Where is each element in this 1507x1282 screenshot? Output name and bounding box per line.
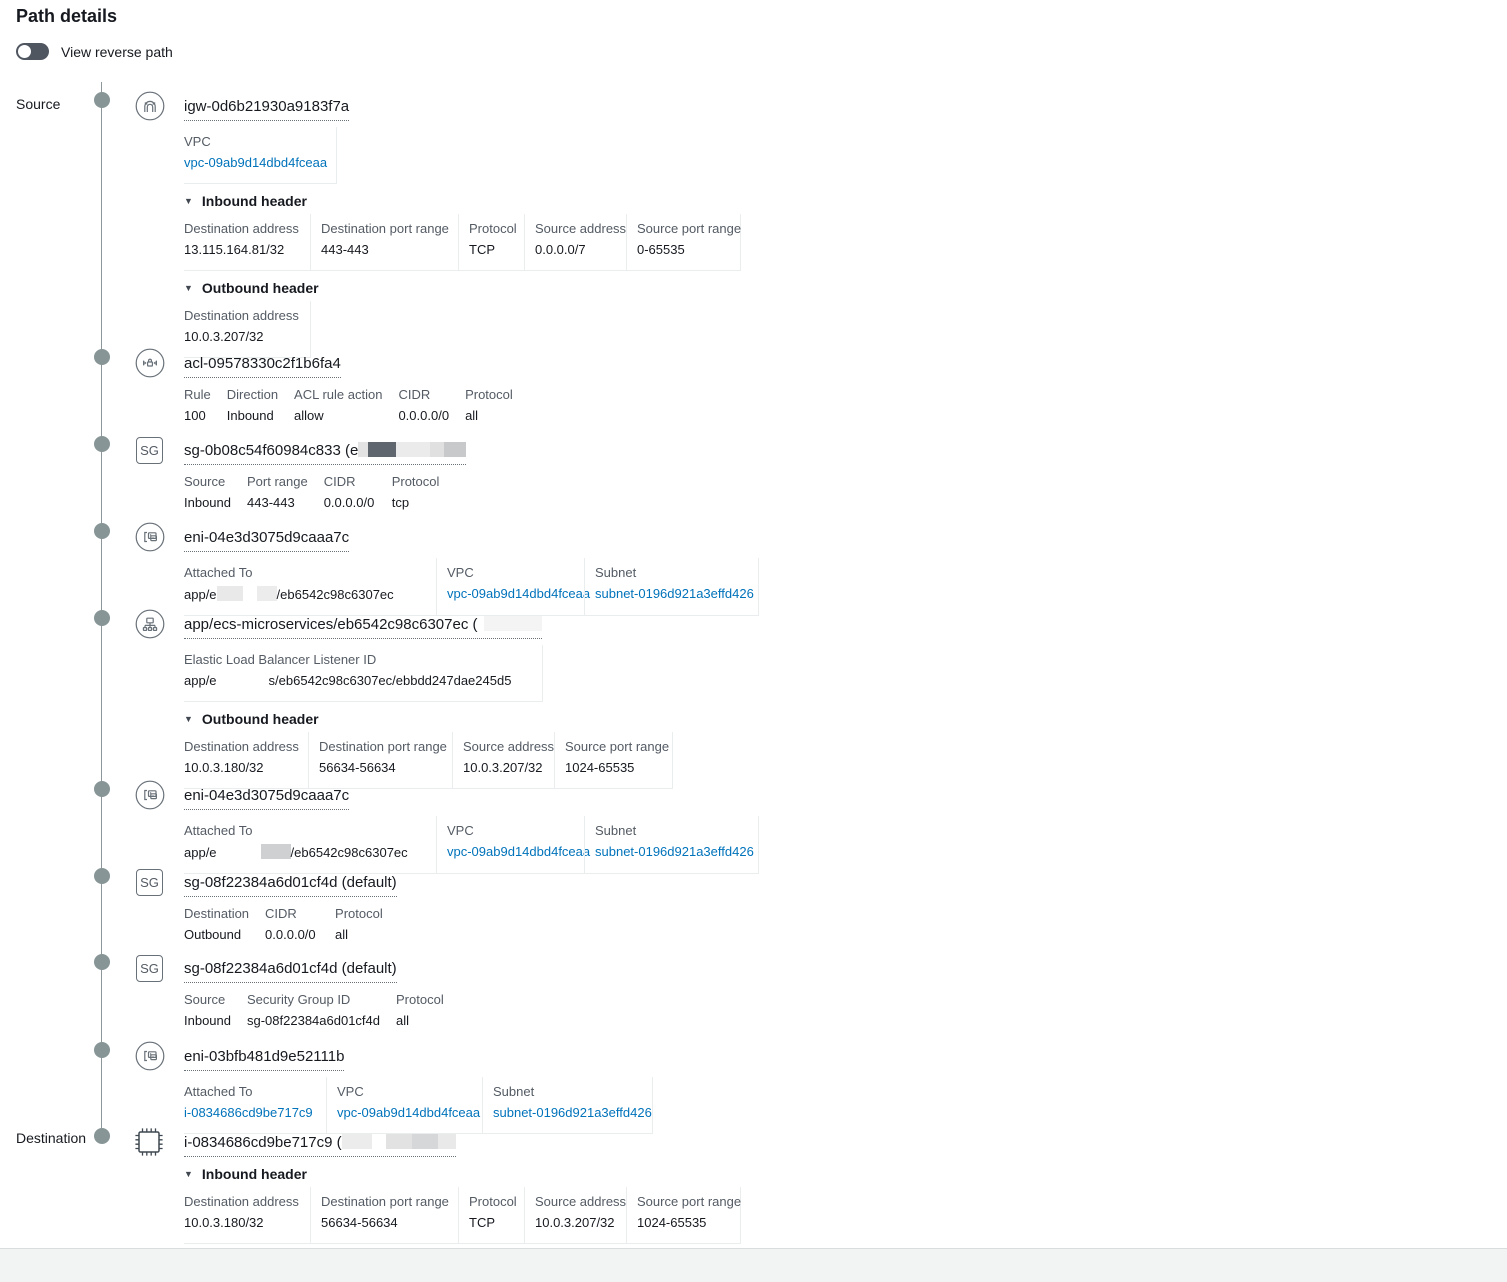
field-value: 0.0.0.0/0	[323, 495, 375, 510]
security-group-icon: SG	[136, 869, 163, 896]
resource-link[interactable]: vpc-09ab9d14dbd4fceaa	[184, 155, 328, 170]
reverse-path-toggle-row	[16, 43, 173, 60]
footer-band	[0, 1248, 1507, 1282]
field-label: Protocol	[469, 1194, 517, 1209]
resource-id[interactable]	[184, 958, 397, 983]
field-value: 100	[184, 408, 206, 423]
details-cell	[310, 1187, 458, 1243]
resource-link[interactable]: vpc-09ab9d14dbd4fceaa	[447, 586, 591, 601]
rule-table	[184, 474, 1507, 511]
value-text: 10.0.3.207/32	[463, 760, 543, 775]
field-value	[637, 242, 732, 258]
field-value	[447, 844, 591, 860]
section-heading-label: Inbound header	[201, 1166, 307, 1182]
timeline-dot	[94, 92, 110, 108]
field-label: Destination port range	[321, 1194, 449, 1209]
field-label: CIDR	[323, 474, 356, 489]
packet-header-section-toggle[interactable]	[184, 194, 307, 208]
resource-id[interactable]	[184, 1132, 456, 1157]
resource-link[interactable]: subnet-0196d921a3effd426	[493, 1105, 652, 1120]
value-text: acl-09578330c2f1b6fa4	[184, 355, 341, 372]
field-label: VPC	[337, 1084, 364, 1099]
rule-column	[294, 387, 398, 424]
field-label: Destination port range	[321, 221, 449, 236]
field-value	[184, 329, 302, 345]
details-cell	[626, 1187, 740, 1243]
field-label: Protocol	[391, 474, 440, 489]
details-cell	[310, 214, 458, 270]
value-text: eni-03bfb481d9e52111b	[184, 1048, 345, 1065]
value-text: /eb6542c98c6307ec	[276, 587, 394, 602]
field-label: Destination address	[184, 308, 299, 323]
redaction-gap	[243, 598, 257, 599]
destination-label: Destination	[16, 1130, 87, 1146]
value-text: 1024-65535	[637, 1215, 707, 1230]
field-label: Source address	[463, 739, 555, 754]
details-cell	[184, 1187, 310, 1243]
resource-id[interactable]	[184, 872, 397, 897]
details-table	[184, 214, 741, 271]
collapse-triangle-icon: ▼	[184, 196, 193, 206]
path-hop	[0, 1038, 1507, 1134]
timeline-dot	[94, 610, 110, 626]
packet-header-section-toggle[interactable]	[184, 281, 319, 295]
value-text: 10.0.3.207/32	[184, 329, 264, 344]
field-label: Attached To	[184, 1084, 253, 1099]
ec2-instance-icon	[132, 1125, 166, 1159]
rule-column	[392, 474, 462, 511]
internet-gateway-icon	[135, 91, 165, 121]
redacted-text	[444, 442, 466, 457]
field-value: 443-443	[247, 495, 295, 510]
timeline-dot	[94, 954, 110, 970]
timeline-dot	[94, 1128, 110, 1144]
field-label: Destination port range	[319, 739, 447, 754]
value-text: app/e	[184, 587, 217, 602]
field-label: CIDR	[398, 387, 431, 402]
value-text: 10.0.3.180/32	[184, 760, 264, 775]
path-hop	[0, 777, 1507, 874]
value-text: app/ecs-microservices/eb6542c98c6307ec (	[184, 616, 478, 633]
source-label: Source	[16, 96, 61, 112]
rule-column	[184, 474, 247, 511]
redaction-gap	[217, 684, 269, 685]
details-table	[184, 1187, 741, 1244]
field-value: Inbound	[184, 495, 231, 510]
rule-table	[184, 906, 1507, 943]
path-hop	[0, 606, 1507, 789]
details-cell	[184, 127, 336, 183]
section-heading-label: Outbound header	[201, 711, 319, 727]
details-cell	[524, 214, 626, 270]
rule-column	[398, 387, 465, 424]
redacted-text	[396, 442, 430, 457]
field-label: Destination address	[184, 1194, 299, 1209]
field-value	[637, 1215, 732, 1231]
field-label: VPC	[447, 823, 474, 838]
load-balancer-icon	[135, 609, 165, 639]
field-value	[319, 760, 444, 776]
field-value	[595, 586, 754, 602]
field-label: ACL rule action	[294, 387, 383, 402]
network-interface-icon	[135, 780, 165, 810]
redacted-text	[412, 1134, 438, 1149]
field-label: Security Group ID	[247, 992, 351, 1007]
rule-column	[465, 387, 535, 424]
value-text: 56634-56634	[319, 760, 396, 775]
timeline-dot	[94, 349, 110, 365]
redacted-text	[358, 442, 368, 457]
resource-id[interactable]	[184, 353, 341, 378]
value-text: sg-08f22384a6d01cf4d (default)	[184, 960, 397, 977]
value-text: 10.0.3.207/32	[535, 1215, 615, 1230]
field-value	[321, 242, 450, 258]
value-text: 0-65535	[637, 242, 685, 257]
field-value	[184, 760, 300, 776]
field-label: CIDR	[265, 906, 297, 921]
field-label: Port range	[247, 474, 308, 489]
field-label: Source address	[535, 1194, 627, 1209]
network-acl-icon	[135, 348, 165, 378]
collapse-triangle-icon: ▼	[184, 714, 193, 724]
field-value	[184, 1215, 302, 1231]
field-label: Subnet	[595, 823, 637, 838]
redaction-gap	[217, 856, 261, 857]
section-heading-label: Outbound header	[201, 280, 319, 296]
field-value: Outbound	[184, 927, 242, 942]
redacted-text	[484, 616, 542, 631]
timeline-dot	[94, 523, 110, 539]
field-label: Destination address	[184, 221, 299, 236]
field-label: Direction	[226, 387, 279, 402]
path-hop	[0, 1124, 1507, 1244]
rule-column	[324, 474, 392, 511]
packet-header-section-toggle[interactable]	[184, 712, 319, 726]
field-label: Rule	[184, 387, 211, 402]
field-value	[184, 586, 428, 603]
packet-header-section-toggle[interactable]	[184, 1167, 307, 1181]
rule-table	[184, 992, 1507, 1029]
field-value: Inbound	[226, 408, 274, 423]
resource-id[interactable]	[184, 1046, 344, 1071]
value-text: /eb6542c98c6307ec	[290, 845, 408, 860]
timeline-dot	[94, 868, 110, 884]
field-value	[463, 760, 546, 776]
value-text: 13.115.164.81/32	[184, 242, 285, 257]
value-text: TCP	[469, 242, 495, 257]
security-group-icon: SG	[136, 955, 163, 982]
path-hop	[0, 345, 1507, 424]
view-reverse-path-toggle[interactable]	[16, 43, 49, 60]
rule-column	[184, 387, 227, 424]
value-text: 1024-65535	[565, 760, 635, 775]
redacted-text	[368, 442, 396, 457]
field-value	[493, 1105, 652, 1121]
field-value	[321, 1215, 450, 1231]
details-cell	[458, 214, 524, 270]
redacted-text	[217, 586, 243, 601]
resource-link[interactable]: subnet-0196d921a3effd426	[595, 586, 754, 601]
field-label: Source	[184, 992, 226, 1007]
details-table	[184, 645, 543, 702]
collapse-triangle-icon: ▼	[184, 283, 193, 293]
field-value	[535, 242, 618, 258]
value-text: app/e	[184, 673, 217, 688]
field-value	[595, 844, 754, 860]
path-hop	[0, 88, 1507, 358]
field-value	[184, 155, 328, 171]
path-hop	[0, 432, 1507, 511]
value-text: app/e	[184, 845, 217, 860]
field-label: Subnet	[493, 1084, 535, 1099]
rule-column	[335, 906, 405, 943]
field-value: all	[396, 1013, 410, 1028]
path-hop	[0, 950, 1507, 1029]
rule-column	[247, 992, 396, 1029]
rule-column	[227, 387, 294, 424]
value-text: s/eb6542c98c6307ec/ebbdd247dae245d5	[268, 673, 512, 688]
details-table	[184, 127, 337, 184]
resource-id[interactable]	[184, 96, 349, 121]
field-value: tcp	[391, 495, 410, 510]
resource-id[interactable]	[184, 785, 349, 810]
field-label: Protocol	[396, 992, 444, 1007]
field-label: Source	[184, 474, 226, 489]
field-label: Elastic Load Balancer Listener ID	[184, 652, 377, 667]
toggle-knob	[18, 45, 31, 58]
network-interface-icon	[135, 1041, 165, 1071]
redacted-text	[342, 1134, 372, 1149]
timeline-dot	[94, 436, 110, 452]
redacted-text	[261, 844, 291, 859]
field-label: Protocol	[469, 221, 517, 236]
details-cell	[524, 1187, 626, 1243]
value-text: eni-04e3d3075d9caaa7c	[184, 787, 350, 804]
resource-id[interactable]	[184, 440, 466, 465]
details-cell	[184, 214, 310, 270]
path-hop	[0, 519, 1507, 616]
field-label: Protocol	[335, 906, 383, 921]
rule-table	[184, 387, 1507, 424]
field-label: Source address	[535, 221, 627, 236]
path-hop	[0, 864, 1507, 943]
resource-link[interactable]: vpc-09ab9d14dbd4fceaa	[447, 844, 591, 859]
value-text: 10.0.3.180/32	[184, 1215, 264, 1230]
field-label: Protocol	[465, 387, 513, 402]
toggle-label: View reverse path	[61, 43, 173, 60]
details-cell	[626, 214, 740, 270]
resource-link[interactable]: subnet-0196d921a3effd426	[595, 844, 754, 859]
field-value	[469, 1215, 516, 1231]
redacted-text	[257, 586, 277, 601]
field-label: Destination address	[184, 739, 299, 754]
field-label: Attached To	[184, 565, 253, 580]
timeline-dot	[94, 1042, 110, 1058]
value-text: 56634-56634	[321, 1215, 398, 1230]
security-group-icon: SG	[136, 437, 163, 464]
resource-link[interactable]: i-0834686cd9be717c9	[184, 1105, 313, 1120]
network-interface-icon	[135, 522, 165, 552]
field-value	[184, 844, 428, 861]
field-label: Source port range	[637, 1194, 742, 1209]
redacted-text	[438, 1134, 456, 1149]
collapse-triangle-icon: ▼	[184, 1169, 193, 1179]
value-text: 443-443	[321, 242, 369, 257]
field-value	[447, 586, 591, 602]
resource-link[interactable]: vpc-09ab9d14dbd4fceaa	[337, 1105, 481, 1120]
page-title: Path details	[16, 6, 118, 26]
details-cell	[458, 1187, 524, 1243]
rule-column	[265, 906, 335, 943]
field-value: Inbound	[184, 1013, 231, 1028]
timeline-dot	[94, 781, 110, 797]
field-label: Destination	[184, 906, 250, 921]
value-text: TCP	[469, 1215, 495, 1230]
value-text: eni-04e3d3075d9caaa7c	[184, 529, 350, 546]
field-label: Subnet	[595, 565, 637, 580]
field-label: VPC	[184, 134, 211, 149]
resource-id[interactable]	[184, 614, 542, 639]
field-value	[535, 1215, 618, 1231]
value-text: 0.0.0.0/7	[535, 242, 586, 257]
field-label: Source port range	[565, 739, 670, 754]
field-label: Source port range	[637, 221, 742, 236]
resource-id[interactable]	[184, 527, 349, 552]
value-text: i-0834686cd9be717c9 (	[184, 1134, 342, 1151]
value-text: igw-0d6b21930a9183f7a	[184, 98, 350, 115]
field-value	[469, 242, 516, 258]
field-value: 0.0.0.0/0	[265, 927, 316, 942]
field-label: VPC	[447, 565, 474, 580]
redacted-text	[386, 1134, 412, 1149]
rule-column	[184, 906, 265, 943]
field-value: all	[335, 927, 349, 942]
field-value	[337, 1105, 481, 1121]
field-value	[184, 1105, 318, 1121]
rule-column	[396, 992, 466, 1029]
field-value: 0.0.0.0/0	[398, 408, 450, 423]
field-label: Attached To	[184, 823, 253, 838]
field-value	[184, 242, 302, 258]
field-value	[565, 760, 664, 776]
field-value: allow	[294, 408, 324, 423]
value-text: sg-0b08c54f60984c833 (e	[184, 442, 359, 459]
redacted-text	[430, 442, 444, 457]
value-text: sg-08f22384a6d01cf4d (default)	[184, 874, 397, 891]
field-value: all	[465, 408, 479, 423]
field-value: sg-08f22384a6d01cf4d	[247, 1013, 381, 1028]
field-value	[184, 673, 534, 689]
rule-column	[247, 474, 324, 511]
details-cell	[184, 645, 542, 701]
rule-column	[184, 992, 247, 1029]
section-heading-label: Inbound header	[201, 193, 307, 209]
redaction-gap	[372, 1146, 386, 1147]
